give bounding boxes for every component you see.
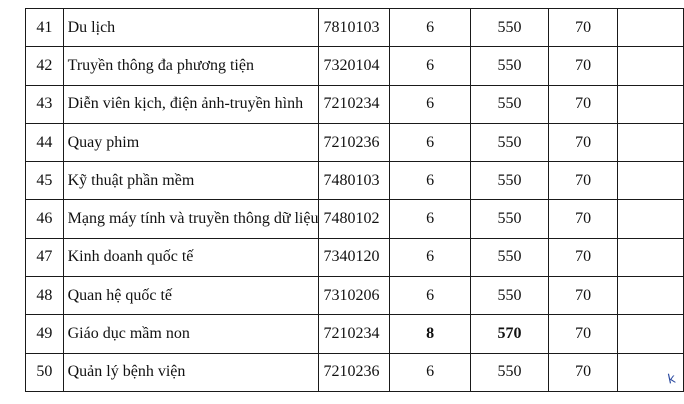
value-cell-b: 550 — [471, 200, 549, 238]
value-cell-a: 6 — [390, 47, 471, 85]
value-cell-a: 6 — [390, 9, 471, 47]
handwritten-mark: k — [666, 371, 678, 388]
program-code-cell: 7210236 — [319, 123, 390, 161]
value-cell-a: 6 — [390, 353, 471, 391]
table-body — [26, 9, 684, 392]
row-number-cell: 47 — [26, 238, 64, 276]
value-cell-d — [618, 277, 684, 315]
value-cell-b: 550 — [471, 162, 549, 200]
value-cell-c: 70 — [549, 200, 618, 238]
program-code-cell: 7210234 — [319, 85, 390, 123]
value-cell-c: 70 — [549, 315, 618, 353]
value-cell-c: 70 — [549, 47, 618, 85]
value-cell-c: 70 — [549, 9, 618, 47]
value-cell-b: 550 — [471, 123, 549, 161]
row-number-cell: 48 — [26, 277, 64, 315]
table-row — [26, 123, 684, 161]
program-name-cell: Kinh doanh quốc tế — [63, 238, 319, 276]
program-name-cell: Giáo dục mầm non — [63, 315, 319, 353]
row-number-cell: 49 — [26, 315, 64, 353]
value-cell-c: 70 — [549, 277, 618, 315]
row-number-cell: 42 — [26, 47, 64, 85]
value-cell-d — [618, 315, 684, 353]
table-row — [26, 353, 684, 391]
table-row — [26, 315, 684, 353]
table-row — [26, 9, 684, 47]
table-row — [26, 162, 684, 200]
program-name-cell: Diễn viên kịch, điện ảnh-truyền hình — [63, 85, 319, 123]
row-number-cell: 44 — [26, 123, 64, 161]
table-row — [26, 277, 684, 315]
value-cell-a: 6 — [390, 85, 471, 123]
table-row — [26, 85, 684, 123]
value-cell-d — [618, 162, 684, 200]
value-cell-b: 550 — [471, 9, 549, 47]
program-name-cell: Kỹ thuật phần mềm — [63, 162, 319, 200]
program-name-cell: Mạng máy tính và truyền thông dữ liệu — [63, 200, 319, 238]
value-cell-a: 6 — [390, 200, 471, 238]
program-code-cell: 7480102 — [319, 200, 390, 238]
program-code-cell: 7810103 — [319, 9, 390, 47]
program-name-cell: Truyền thông đa phương tiện — [63, 47, 319, 85]
value-cell-c: 70 — [549, 353, 618, 391]
value-cell-d — [618, 47, 684, 85]
value-cell-b: 550 — [471, 277, 549, 315]
row-number-cell: 46 — [26, 200, 64, 238]
value-cell-c: 70 — [549, 162, 618, 200]
value-cell-a: 6 — [390, 123, 471, 161]
value-cell-a: 6 — [390, 238, 471, 276]
program-code-cell: 7210236 — [319, 353, 390, 391]
value-cell-d — [618, 9, 684, 47]
row-number-cell: 43 — [26, 85, 64, 123]
table-row — [26, 238, 684, 276]
table-row — [26, 47, 684, 85]
table-row — [26, 200, 684, 238]
program-name-cell: Du lịch — [63, 9, 319, 47]
value-cell-b: 570 — [471, 315, 549, 353]
program-name-cell: Quay phim — [63, 123, 319, 161]
row-number-cell: 41 — [26, 9, 64, 47]
value-cell-c: 70 — [549, 238, 618, 276]
value-cell-d — [618, 200, 684, 238]
value-cell-a: 6 — [390, 162, 471, 200]
value-cell-d — [618, 85, 684, 123]
program-code-cell: 7210234 — [319, 315, 390, 353]
admission-table — [25, 8, 684, 392]
value-cell-b: 550 — [471, 85, 549, 123]
value-cell-a: 8 — [390, 315, 471, 353]
value-cell-a: 6 — [390, 277, 471, 315]
value-cell-b: 550 — [471, 353, 549, 391]
value-cell-c: 70 — [549, 123, 618, 161]
value-cell-d — [618, 238, 684, 276]
row-number-cell: 50 — [26, 353, 64, 391]
program-name-cell: Quan hệ quốc tế — [63, 277, 319, 315]
program-name-cell: Quản lý bệnh viện — [63, 353, 319, 391]
value-cell-c: 70 — [549, 85, 618, 123]
program-code-cell: 7480103 — [319, 162, 390, 200]
program-code-cell: 7320104 — [319, 47, 390, 85]
value-cell-b: 550 — [471, 238, 549, 276]
row-number-cell: 45 — [26, 162, 64, 200]
program-code-cell: 7310206 — [319, 277, 390, 315]
value-cell-d — [618, 123, 684, 161]
program-code-cell: 7340120 — [319, 238, 390, 276]
value-cell-b: 550 — [471, 47, 549, 85]
